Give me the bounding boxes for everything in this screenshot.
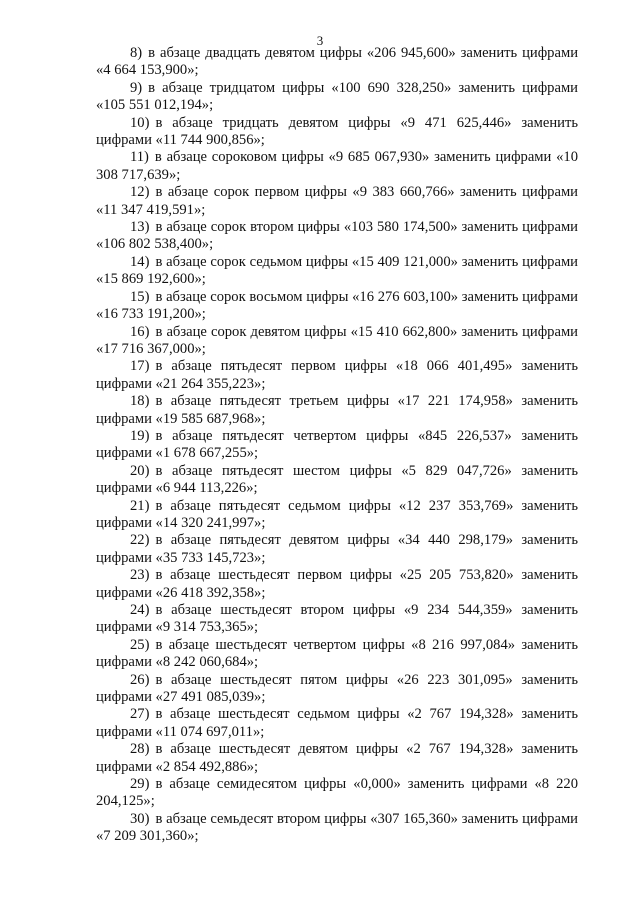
item-text: в абзаце пятьдесят девятом цифры «34 440 298,179» заменить цифрами «35 733 145,723»; bbox=[96, 532, 578, 566]
list-item bbox=[96, 567, 578, 602]
item-text: в абзаце шестьдесят девятом цифры «2 767 194,328» заменить цифрами «2 854 492,886»; bbox=[96, 741, 578, 775]
list-item bbox=[96, 602, 578, 637]
item-number: 28) bbox=[130, 741, 150, 758]
item-number: 22) bbox=[130, 532, 150, 549]
item-text: в абзаце шестьдесят четвертом цифры «8 216 997,084» заменить цифрами «8 242 060,684»; bbox=[96, 636, 578, 671]
item-number: 30) bbox=[130, 810, 150, 827]
item-number: 15) bbox=[130, 288, 150, 305]
item-number: 25) bbox=[130, 636, 150, 653]
item-text: в абзаце тридцатом цифры «100 690 328,250» заменить цифрами «105 551 012,194»; bbox=[96, 79, 578, 114]
list-item bbox=[96, 80, 578, 115]
list-item bbox=[96, 428, 578, 463]
item-number: 8) bbox=[130, 45, 143, 61]
list-item bbox=[96, 532, 578, 567]
item-text: в абзаце сорок восьмом цифры «16 276 603,100» заменить цифрами «16 733 191,200»; bbox=[96, 288, 578, 323]
list-item bbox=[96, 776, 578, 811]
page-number: 3 bbox=[316, 33, 324, 48]
list-item bbox=[96, 184, 578, 219]
amendment-list bbox=[96, 45, 578, 846]
item-number: 18) bbox=[130, 393, 150, 410]
item-number: 16) bbox=[130, 323, 150, 340]
item-text: в абзаце пятьдесят первом цифры «18 066 401,495» заменить цифрами «21 264 355,223»; bbox=[96, 358, 578, 392]
item-number: 21) bbox=[130, 497, 150, 514]
item-number: 11) bbox=[130, 149, 149, 166]
list-item bbox=[96, 463, 578, 498]
item-text: в абзаце сорок седьмом цифры «15 409 121,000» заменить цифрами «15 869 192,600»; bbox=[96, 253, 578, 288]
item-number: 9) bbox=[130, 79, 143, 96]
item-text: в абзаце шестьдесят пятом цифры «26 223 301,095» заменить цифрами «27 491 085,039»; bbox=[96, 671, 578, 706]
item-number: 27) bbox=[130, 706, 150, 723]
item-number: 29) bbox=[130, 776, 150, 793]
list-item bbox=[96, 741, 578, 776]
item-text: в абзаце семьдесят втором цифры «307 165,360» заменить цифрами «7 209 301,360»; bbox=[96, 810, 578, 845]
item-text: в абзаце двадцать девятом цифры «206 945,600» заменить цифрами «4 664 153,900»; bbox=[96, 45, 578, 79]
item-text: в абзаце пятьдесят четвертом цифры «845 226,537» заменить цифрами «1 678 667,255»; bbox=[96, 427, 578, 462]
list-item bbox=[96, 149, 578, 184]
item-text: в абзаце сорок первом цифры «9 383 660,766» заменить цифрами «11 347 419,591»; bbox=[96, 184, 578, 218]
list-item bbox=[96, 115, 578, 150]
list-item bbox=[96, 672, 578, 707]
list-item bbox=[96, 393, 578, 428]
item-number: 10) bbox=[130, 114, 150, 131]
item-text: в абзаце пятьдесят седьмом цифры «12 237 353,769» заменить цифрами «14 320 241,997»; bbox=[96, 497, 578, 531]
item-text: в абзаце шестьдесят первом цифры «25 205 753,820» заменить цифрами «26 418 392,358»; bbox=[96, 567, 578, 601]
list-item bbox=[96, 706, 578, 741]
item-number: 26) bbox=[130, 671, 150, 688]
item-text: в абзаце шестьдесят втором цифры «9 234 544,359» заменить цифрами «9 314 753,365»; bbox=[96, 602, 578, 636]
list-item bbox=[96, 289, 578, 324]
list-item bbox=[96, 45, 578, 80]
list-item bbox=[96, 254, 578, 289]
item-text: в абзаце пятьдесят третьем цифры «17 221 174,958» заменить цифрами «19 585 687,968»; bbox=[96, 393, 578, 427]
list-item bbox=[96, 358, 578, 393]
item-text: в абзаце тридцать девятом цифры «9 471 625,446» заменить цифрами «11 744 900,856»; bbox=[96, 114, 578, 149]
item-number: 13) bbox=[130, 219, 150, 236]
list-item bbox=[96, 498, 578, 533]
item-text: в абзаце сорок девятом цифры «15 410 662,800» заменить цифрами «17 716 367,000»; bbox=[96, 323, 578, 357]
list-item bbox=[96, 811, 578, 846]
item-number: 20) bbox=[130, 462, 150, 479]
item-text: в абзаце сорок втором цифры «103 580 174,500» заменить цифрами «106 802 538,400»; bbox=[96, 219, 578, 253]
item-text: в абзаце сороковом цифры «9 685 067,930» заменить цифрами «10 308 717,639»; bbox=[96, 149, 578, 183]
item-text: в абзаце семидесятом цифры «0,000» заменить цифрами «8 220 204,125»; bbox=[96, 776, 578, 810]
item-number: 23) bbox=[130, 567, 150, 584]
item-text: в абзаце шестьдесят седьмом цифры «2 767 194,328» заменить цифрами «11 074 697,011»; bbox=[96, 706, 578, 740]
list-item bbox=[96, 219, 578, 254]
item-number: 24) bbox=[130, 602, 150, 618]
item-number: 14) bbox=[130, 253, 150, 270]
item-number: 17) bbox=[130, 358, 150, 375]
list-item bbox=[96, 637, 578, 672]
item-number: 12) bbox=[130, 184, 150, 201]
item-text: в абзаце пятьдесят шестом цифры «5 829 047,726» заменить цифрами «6 944 113,226»; bbox=[96, 462, 578, 497]
item-number: 19) bbox=[130, 427, 150, 444]
list-item bbox=[96, 324, 578, 359]
